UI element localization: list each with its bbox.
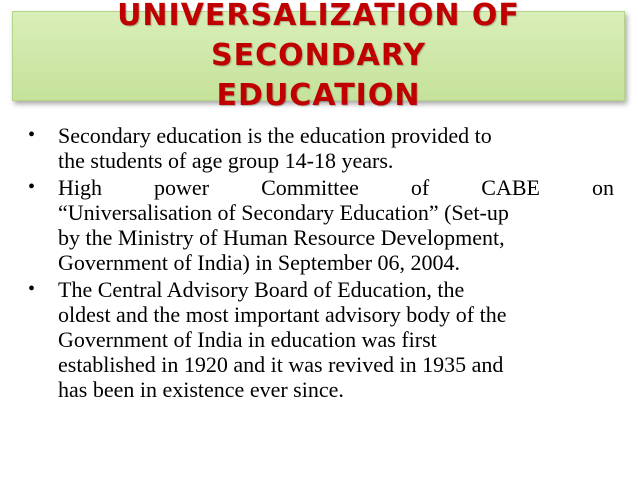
bullet-item-3 — [28, 277, 614, 402]
word: of — [410, 175, 430, 200]
bullet-line: the students of age group 14-18 years. — [58, 148, 394, 173]
bullet-text — [58, 175, 614, 275]
bullet-line: oldest and the most important advisory body of the — [58, 302, 507, 327]
bullet-text — [58, 277, 614, 402]
word: on — [592, 175, 614, 200]
bullet-line: The Central Advisory Board of Education, the — [58, 277, 465, 302]
bullet-item-1 — [28, 123, 614, 173]
bullet-text — [58, 123, 614, 173]
bullet-line: has been in existence ever since. — [58, 377, 344, 402]
bullet-line-justified — [58, 175, 614, 200]
bullet-line: by the Ministry of Human Resource Development, — [58, 225, 505, 250]
title-line-1: UNIVERSALIZATION OF SECONDARY — [117, 0, 520, 73]
word: Committee — [261, 175, 359, 200]
bullet-line: “Universalisation of Secondary Education” (Set-up — [58, 200, 509, 225]
bullet-item-2 — [28, 175, 614, 275]
bullet-line: established in 1920 and it was revived in 1935 and — [58, 352, 504, 377]
title-banner — [12, 0, 625, 113]
bullet-list — [28, 123, 614, 404]
word: High — [58, 175, 102, 200]
bullet-line: Government of India in education was first — [58, 327, 437, 352]
bullet-dot-icon: • — [28, 124, 36, 146]
word: power — [154, 175, 210, 200]
slide-title — [13, 0, 624, 116]
bullet-line: Secondary education is the education provided to — [58, 123, 492, 148]
word: CABE — [481, 175, 540, 200]
bullet-dot-icon: • — [28, 176, 36, 198]
bullet-line: Government of India) in September 06, 2004. — [58, 250, 461, 275]
bullet-dot-icon: • — [28, 278, 36, 300]
title-line-2: EDUCATION — [216, 78, 421, 113]
